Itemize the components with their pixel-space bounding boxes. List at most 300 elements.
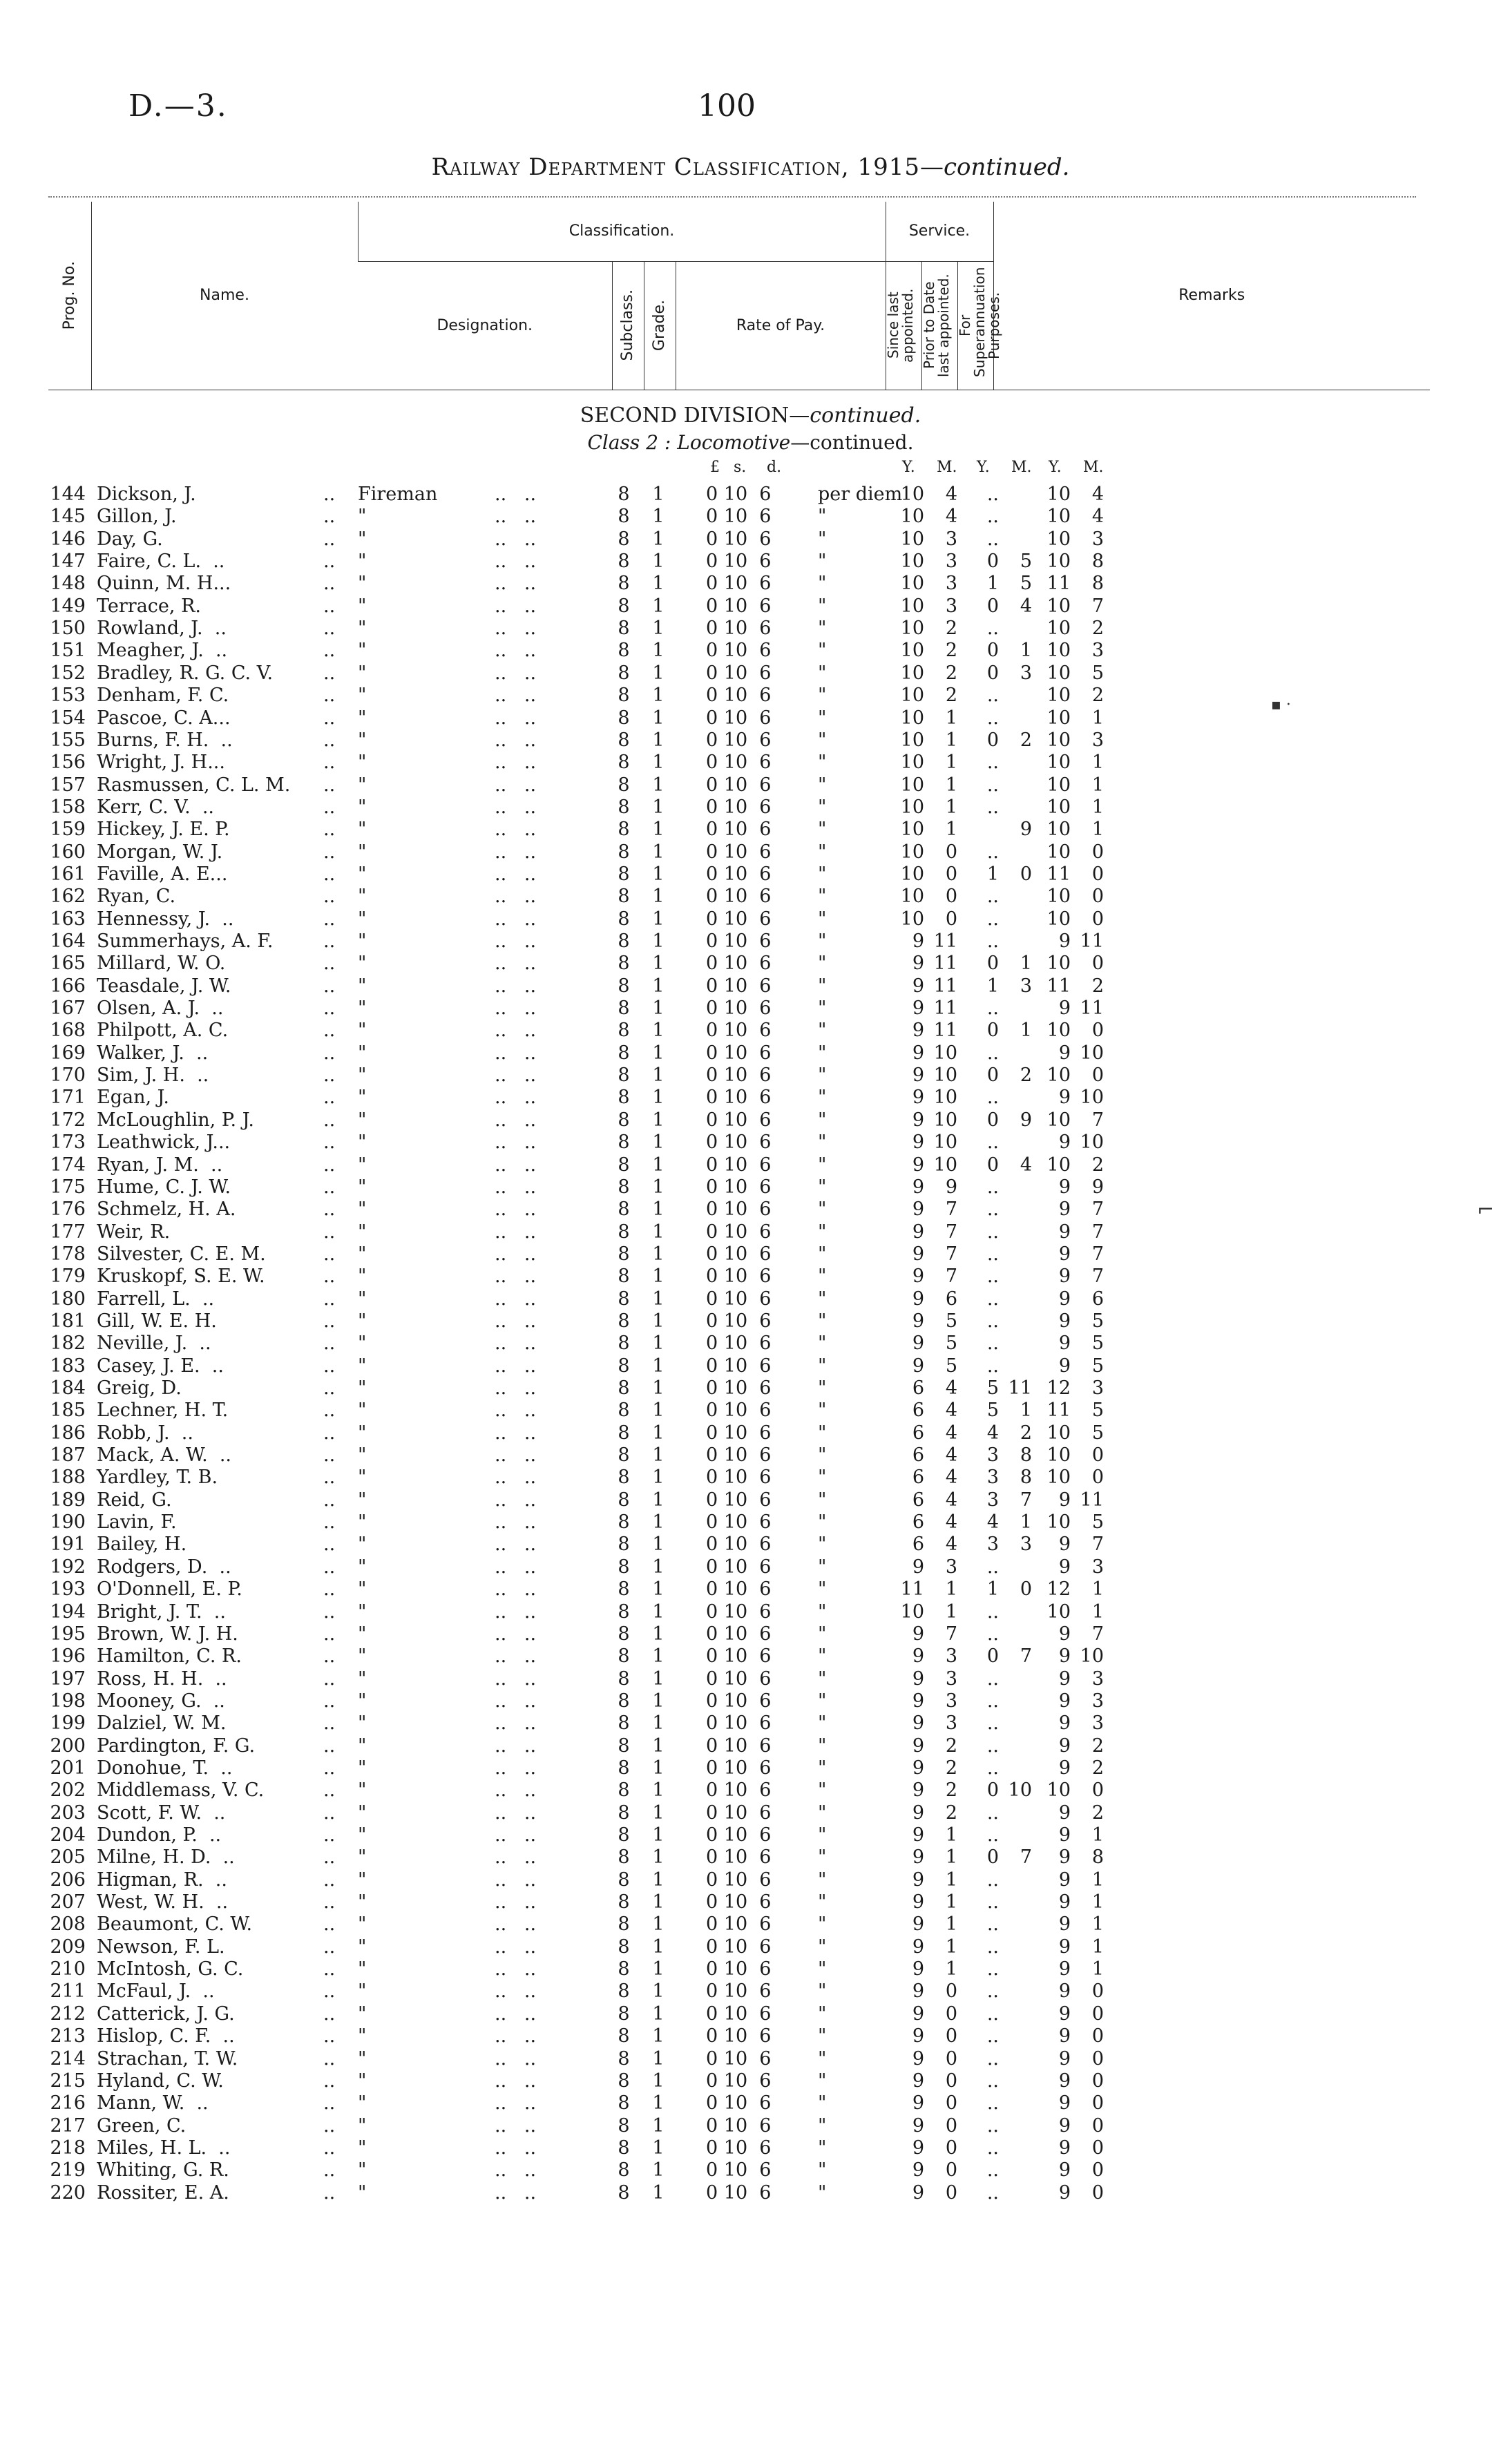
pay-period: " (818, 1221, 827, 1243)
table-row (0, 1645, 1501, 1668)
table-row (0, 886, 1501, 908)
rate-of-pay: 0 10 6 (706, 2092, 772, 2114)
designation: " (358, 1511, 367, 1534)
super-months: 11 (1080, 930, 1104, 952)
since-years: 10 (900, 551, 924, 573)
super-years: 10 (1046, 506, 1071, 528)
since-years: 9 (912, 1802, 924, 1824)
pay-period: " (818, 1511, 827, 1534)
super-years: 9 (1058, 1333, 1071, 1355)
subclass: 8 (618, 1757, 630, 1779)
employee-name: West, W. H. .. (97, 1891, 229, 1913)
designation: " (358, 618, 367, 640)
leader-dots: .. .. (495, 1779, 537, 1802)
table-row (0, 1042, 1501, 1064)
prog-no: 217 (50, 2114, 86, 2137)
prior-years: .. (986, 1042, 999, 1064)
leader-dots: .. .. (495, 595, 537, 617)
grade: 1 (652, 1310, 665, 1332)
since-years: 9 (912, 1913, 924, 1936)
prior-years: .. (986, 997, 999, 1020)
super-months: 4 (1091, 484, 1104, 505)
super-months: 5 (1091, 1333, 1104, 1355)
table-row (0, 573, 1501, 595)
prog-no: 198 (50, 1690, 86, 1712)
grade: 1 (652, 886, 665, 908)
designation: " (358, 1042, 367, 1064)
designation: " (358, 2181, 367, 2204)
designation: " (358, 1377, 367, 1399)
super-months: 3 (1091, 1690, 1104, 1712)
leader-dots: .. .. (495, 1668, 537, 1690)
prior-years: 0 (986, 1154, 999, 1176)
leader-dots: .. .. (495, 819, 537, 841)
title-main: Railway Department Classification, 1915 (431, 153, 920, 181)
designation: " (358, 1623, 367, 1645)
since-months: 2 (945, 1802, 957, 1824)
leader-dots: .. .. (495, 1355, 537, 1377)
prog-no: 170 (50, 1064, 86, 1087)
pay-period: " (818, 1869, 827, 1891)
since-months: 4 (945, 1489, 957, 1511)
super-years: 10 (1046, 774, 1071, 796)
table-row (0, 1556, 1501, 1578)
grade: 1 (652, 551, 665, 573)
leader-dots: .. .. (495, 1690, 537, 1712)
table-row (0, 1198, 1501, 1221)
pay-period: " (818, 1020, 827, 1042)
super-years: 9 (1058, 1824, 1071, 1846)
prog-no: 172 (50, 1109, 86, 1131)
super-years: 9 (1058, 1936, 1071, 1958)
employee-name: Philpott, A. C. (97, 1020, 229, 1042)
employee-name: Meagher, J. .. (97, 640, 228, 662)
leader-dots: .. .. (495, 1489, 537, 1511)
pay-period: " (818, 618, 827, 640)
super-years: 9 (1058, 1958, 1071, 1980)
super-years: 9 (1058, 1176, 1071, 1198)
employee-name: Higman, R. .. (97, 1869, 227, 1891)
pay-period: " (818, 2003, 827, 2025)
super-months: 2 (1091, 618, 1104, 640)
prior-years: .. (986, 2159, 999, 2181)
rate-of-pay: 0 10 6 (706, 1176, 772, 1198)
grade: 1 (652, 1690, 665, 1712)
grade: 1 (652, 1288, 665, 1310)
since-years: 6 (912, 1400, 924, 1422)
leader-dots: .. (323, 1087, 336, 1109)
employee-name: Hennessy, J. .. (97, 908, 234, 930)
super-years: 9 (1058, 1288, 1071, 1310)
since-years: 9 (912, 1712, 924, 1735)
table-row (0, 908, 1501, 930)
prog-no: 210 (50, 1958, 86, 1980)
leader-dots: .. (323, 573, 336, 595)
subclass: 8 (618, 1266, 630, 1288)
header-classification: Classification. (358, 202, 886, 261)
rate-of-pay: 0 10 6 (706, 1266, 772, 1288)
subclass: 8 (618, 1980, 630, 2003)
super-months: 8 (1091, 573, 1104, 595)
pay-period: " (818, 1310, 827, 1332)
pay-period: " (818, 1913, 827, 1936)
employee-name: Casey, J. E. .. (97, 1355, 224, 1377)
since-months: 0 (945, 841, 957, 863)
subclass: 8 (618, 2181, 630, 2204)
designation: " (358, 1020, 367, 1042)
super-years: 9 (1058, 1645, 1071, 1668)
prior-years: .. (986, 1712, 999, 1735)
prog-no: 200 (50, 1735, 86, 1757)
grade: 1 (652, 618, 665, 640)
since-months: 1 (945, 1578, 957, 1601)
prior-months: 7 (1020, 1846, 1032, 1869)
pay-period: " (818, 506, 827, 528)
super-years: 9 (1058, 1891, 1071, 1913)
since-months: 0 (945, 2159, 957, 2181)
since-years: 9 (912, 1891, 924, 1913)
grade: 1 (652, 841, 665, 863)
super-years: 9 (1058, 1198, 1071, 1221)
subclass: 8 (618, 863, 630, 885)
super-months: 7 (1091, 1198, 1104, 1221)
grade: 1 (652, 908, 665, 930)
prog-no: 213 (50, 2025, 86, 2047)
leader-dots: .. (323, 1467, 336, 1489)
since-years: 9 (912, 1020, 924, 1042)
super-months: 0 (1091, 1980, 1104, 2003)
leader-dots: .. (323, 819, 336, 841)
subclass: 8 (618, 707, 630, 729)
leader-dots: .. .. (495, 1310, 537, 1332)
rate-of-pay: 0 10 6 (706, 1333, 772, 1355)
grade: 1 (652, 1109, 665, 1131)
table-row (0, 863, 1501, 886)
subclass: 8 (618, 752, 630, 774)
grade: 1 (652, 528, 665, 550)
unit-since-months: M. (937, 459, 957, 476)
leader-dots: .. (323, 1802, 336, 1824)
leader-dots: .. (323, 1511, 336, 1534)
subclass: 8 (618, 819, 630, 841)
prior-years: .. (986, 1802, 999, 1824)
super-months: 2 (1091, 1154, 1104, 1176)
since-years: 9 (912, 2114, 924, 2137)
table-row (0, 1444, 1501, 1467)
employee-name: Hume, C. J. W. (97, 1176, 231, 1198)
rate-of-pay: 0 10 6 (706, 1154, 772, 1176)
subclass: 8 (618, 685, 630, 707)
designation: " (358, 1221, 367, 1243)
since-years: 6 (912, 1489, 924, 1511)
since-months: 0 (945, 2025, 957, 2047)
pay-period: " (818, 1400, 827, 1422)
pay-period: " (818, 1891, 827, 1913)
since-months: 7 (945, 1221, 957, 1243)
employee-name: Scott, F. W. .. (97, 1802, 226, 1824)
prior-years: 3 (986, 1534, 999, 1556)
leader-dots: .. .. (495, 2114, 537, 2137)
since-months: 3 (945, 551, 957, 573)
table-row (0, 1400, 1501, 1422)
super-months: 0 (1091, 1020, 1104, 1042)
super-months: 0 (1091, 2181, 1104, 2204)
table-row (0, 484, 1501, 506)
leader-dots: .. .. (495, 1645, 537, 1668)
designation: " (358, 1712, 367, 1735)
super-months: 0 (1091, 841, 1104, 863)
unit-pence: d. (767, 459, 782, 476)
designation: " (358, 863, 367, 885)
since-months: 10 (933, 1109, 957, 1131)
leader-dots: .. (323, 1422, 336, 1444)
rate-of-pay: 0 10 6 (706, 1020, 772, 1042)
rate-of-pay: 0 10 6 (706, 2003, 772, 2025)
leader-dots: .. .. (495, 1936, 537, 1958)
header-prog-no: Prog. No. (48, 202, 91, 390)
leader-dots: .. (323, 841, 336, 863)
prior-years: .. (986, 2003, 999, 2025)
subclass: 8 (618, 1489, 630, 1511)
rate-of-pay: 0 10 6 (706, 1668, 772, 1690)
prog-no: 220 (50, 2181, 86, 2204)
leader-dots: .. (323, 595, 336, 617)
rate-of-pay: 0 10 6 (706, 1534, 772, 1556)
pay-period: " (818, 774, 827, 796)
grade: 1 (652, 774, 665, 796)
employee-name: Catterick, J. G. (97, 2003, 235, 2025)
pay-period: " (818, 819, 827, 841)
leader-dots: .. .. (495, 975, 537, 997)
leader-dots: .. (323, 752, 336, 774)
since-months: 0 (945, 2137, 957, 2159)
prior-years: .. (986, 1980, 999, 2003)
since-months: 3 (945, 1690, 957, 1712)
grade: 1 (652, 1511, 665, 1534)
subclass: 8 (618, 618, 630, 640)
prog-no: 146 (50, 528, 86, 550)
since-years: 10 (900, 685, 924, 707)
pay-period: " (818, 908, 827, 930)
prog-no: 182 (50, 1333, 86, 1355)
leader-dots: .. .. (495, 997, 537, 1020)
leader-dots: .. .. (495, 908, 537, 930)
since-years: 9 (912, 1735, 924, 1757)
designation: " (358, 796, 367, 818)
leader-dots: .. (323, 1936, 336, 1958)
super-years: 9 (1058, 1846, 1071, 1869)
leader-dots: .. (323, 1891, 336, 1913)
leader-dots: .. .. (495, 1377, 537, 1399)
pay-period: " (818, 1690, 827, 1712)
since-months: 7 (945, 1266, 957, 1288)
prior-years: .. (986, 1243, 999, 1265)
pay-period: " (818, 729, 827, 751)
pay-period: " (818, 595, 827, 617)
grade: 1 (652, 1355, 665, 1377)
designation: " (358, 1333, 367, 1355)
subclass: 8 (618, 953, 630, 975)
leader-dots: .. (323, 729, 336, 751)
grade: 1 (652, 2159, 665, 2181)
employee-name: Dickson, J. (97, 484, 196, 505)
prior-years: 4 (986, 1511, 999, 1534)
super-months: 4 (1091, 506, 1104, 528)
prog-no: 190 (50, 1511, 86, 1534)
table-row (0, 1333, 1501, 1355)
designation: " (358, 1980, 367, 2003)
since-months: 5 (945, 1310, 957, 1332)
designation: " (358, 819, 367, 841)
super-years: 10 (1046, 1444, 1071, 1467)
leader-dots: .. .. (495, 1064, 537, 1087)
since-years: 9 (912, 1087, 924, 1109)
employee-name: Wright, J. H... (97, 752, 225, 774)
subclass: 8 (618, 484, 630, 505)
since-years: 9 (912, 1243, 924, 1265)
since-years: 10 (900, 1601, 924, 1623)
leader-dots: .. (323, 1377, 336, 1399)
since-years: 9 (912, 1288, 924, 1310)
since-months: 0 (945, 2181, 957, 2204)
table-row (0, 953, 1501, 975)
since-years: 9 (912, 2025, 924, 2047)
since-months: 2 (945, 618, 957, 640)
since-years: 9 (912, 1980, 924, 2003)
table-row (0, 997, 1501, 1020)
leader-dots: .. (323, 1355, 336, 1377)
since-months: 0 (945, 863, 957, 885)
designation: " (358, 1846, 367, 1869)
since-years: 10 (900, 506, 924, 528)
since-years: 10 (900, 484, 924, 505)
pay-period: " (818, 528, 827, 550)
table-row (0, 1802, 1501, 1824)
super-years: 9 (1058, 1556, 1071, 1578)
super-months: 0 (1091, 886, 1104, 908)
leader-dots: .. (323, 1690, 336, 1712)
leader-dots: .. .. (495, 1913, 537, 1936)
rate-of-pay: 0 10 6 (706, 1377, 772, 1399)
table-row (0, 1377, 1501, 1400)
table-row (0, 640, 1501, 662)
super-months: 2 (1091, 685, 1104, 707)
leader-dots: .. (323, 707, 336, 729)
pay-period: " (818, 1757, 827, 1779)
leader-dots: .. (323, 1645, 336, 1668)
since-months: 10 (933, 1087, 957, 1109)
prior-months: 4 (1020, 1154, 1032, 1176)
leader-dots: .. .. (495, 707, 537, 729)
pay-period: " (818, 2092, 827, 2114)
header-service: Service. (886, 202, 993, 261)
grade: 1 (652, 1913, 665, 1936)
prior-months: 11 (1008, 1377, 1032, 1399)
table-row (0, 1824, 1501, 1846)
subclass: 8 (618, 2025, 630, 2047)
super-years: 10 (1046, 685, 1071, 707)
employee-name: Denham, F. C. (97, 685, 229, 707)
designation: " (358, 595, 367, 617)
employee-name: Mack, A. W. .. (97, 1444, 231, 1467)
super-years: 9 (1058, 2092, 1071, 2114)
super-years: 9 (1058, 1042, 1071, 1064)
designation: " (358, 1869, 367, 1891)
designation: " (358, 1467, 367, 1489)
super-months: 1 (1091, 1891, 1104, 1913)
prior-months: 2 (1020, 729, 1032, 751)
designation: " (358, 886, 367, 908)
prog-no: 156 (50, 752, 86, 774)
employee-name: Bailey, H. (97, 1534, 187, 1556)
leader-dots: .. .. (495, 1020, 537, 1042)
grade: 1 (652, 1243, 665, 1265)
employee-name: Quinn, M. H... (97, 573, 231, 595)
employee-name: Day, G. (97, 528, 163, 550)
employee-name: McFaul, J. .. (97, 1980, 215, 2003)
since-months: 7 (945, 1623, 957, 1645)
designation: " (358, 2003, 367, 2025)
prog-no: 176 (50, 1198, 86, 1221)
pay-period: " (818, 1534, 827, 1556)
table-row (0, 841, 1501, 863)
prior-years: .. (986, 1690, 999, 1712)
since-years: 6 (912, 1377, 924, 1399)
dotted-rule (48, 196, 1416, 198)
prog-no: 191 (50, 1534, 86, 1556)
prog-no: 212 (50, 2003, 86, 2025)
prior-years: .. (986, 1131, 999, 1154)
super-years: 10 (1046, 796, 1071, 818)
table-row (0, 1601, 1501, 1623)
table-row (0, 2048, 1501, 2070)
super-years: 9 (1058, 1310, 1071, 1332)
leader-dots: .. (323, 528, 336, 550)
rate-of-pay: 0 10 6 (706, 2025, 772, 2047)
prog-no: 180 (50, 1288, 86, 1310)
subclass: 8 (618, 1020, 630, 1042)
prog-no: 201 (50, 1757, 86, 1779)
since-months: 11 (933, 975, 957, 997)
pay-period: " (818, 551, 827, 573)
rate-of-pay: 0 10 6 (706, 2070, 772, 2092)
super-years: 10 (1046, 640, 1071, 662)
header-for-super: For Superannuation Purposes. (957, 261, 993, 390)
prior-months: 4 (1020, 595, 1032, 617)
leader-dots: .. (323, 1623, 336, 1645)
since-months: 2 (945, 685, 957, 707)
designation: " (358, 1735, 367, 1757)
since-months: 3 (945, 1668, 957, 1690)
leader-dots: .. (323, 2114, 336, 2137)
super-months: 2 (1091, 1802, 1104, 1824)
designation: " (358, 1422, 367, 1444)
prior-months: 2 (1020, 1422, 1032, 1444)
super-years: 10 (1046, 1020, 1071, 1042)
super-months: 9 (1091, 1176, 1104, 1198)
leader-dots: .. (323, 774, 336, 796)
designation: " (358, 1400, 367, 1422)
leader-dots: .. .. (495, 1534, 537, 1556)
super-months: 1 (1091, 707, 1104, 729)
rate-of-pay: 0 10 6 (706, 1802, 772, 1824)
employee-name: Burns, F. H. .. (97, 729, 233, 751)
section-division: SECOND DIVISION—continued. (580, 403, 921, 428)
super-months: 7 (1091, 1243, 1104, 1265)
since-years: 10 (900, 573, 924, 595)
employee-name: Kruskopf, S. E. W. (97, 1266, 265, 1288)
prog-no: 179 (50, 1266, 86, 1288)
